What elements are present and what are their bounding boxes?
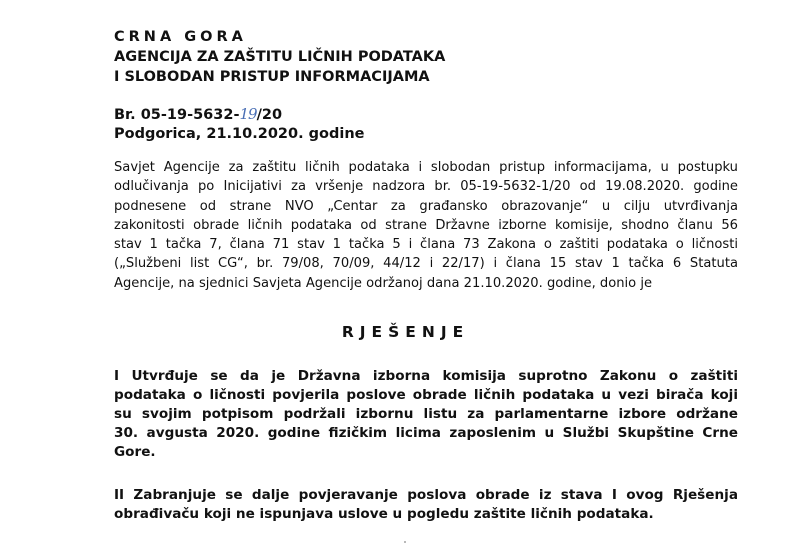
decision-line: I Utvrđuje se da je Državna izborna komisija suprotno Zakonu o zaštiti xyxy=(114,368,738,384)
decision-title: RJEŠENJE xyxy=(341,323,470,341)
decision-line: su svojim potpisom podržali izbornu listu za parlamentarne izbore održane xyxy=(114,406,738,422)
decision-line: podataka o ličnosti povjerila poslove obrade ličnih podataka u vezi birača koji xyxy=(114,387,738,403)
reference-number xyxy=(114,105,365,125)
scan-speck xyxy=(404,541,406,543)
handwritten-number: 19 xyxy=(239,105,257,123)
intro-line: zakonitosti obrade ličnih podataka od strane Državne izborne komisije, shodno članu 56 xyxy=(114,217,738,233)
decision-line: obrađivaču koji ne ispunjava uslove u pogledu zaštite ličnih podataka. xyxy=(114,506,654,522)
document-header xyxy=(114,27,445,87)
decision-line: Gore. xyxy=(114,444,156,460)
document-reference xyxy=(114,105,365,144)
intro-paragraph xyxy=(114,158,738,293)
intro-line: („Službeni list CG“, br. 79/08, 70/09, 44/12 i 22/17) i člana 15 stav 1 tačka 6 Statuta xyxy=(114,256,738,272)
intro-line: Savjet Agencije za zaštitu ličnih podataka i slobodan pristup informacijama, u postupku xyxy=(114,160,738,175)
decision-line: 30. avgusta 2020. godine fizičkim licima zaposlenim u Službi Skupštine Crne xyxy=(114,425,738,441)
agency-name-line-2: I SLOBODAN PRISTUP INFORMACIJAMA xyxy=(114,69,430,85)
intro-line: Agencije, na sjednici Savjeta Agencije održanoj dana 21.10.2020. godine, donio je xyxy=(114,275,653,291)
intro-line: podnesene od strane NVO „Centar za građansko obrazovanje“ u cilju utvrđivanja xyxy=(114,198,738,214)
decision-point-2 xyxy=(114,486,738,524)
place-and-date: Podgorica, 21.10.2020. godine xyxy=(114,126,365,142)
intro-line: odlučivanja po Inicijativi za vršenje nadzora br. 05-19-5632-1/20 od 19.08.2020. godine xyxy=(114,179,738,195)
decision-point-1 xyxy=(114,367,738,462)
agency-name-line-1: AGENCIJA ZA ZAŠTITU LIČNIH PODATAKA xyxy=(114,49,446,65)
intro-line: stav 1 tačka 7, člana 71 stav 1 tačka 5 i člana 73 Zakona o zaštiti podataka o ličnosti xyxy=(114,237,738,253)
reference-number-suffix: /20 xyxy=(256,107,283,123)
decision-line: II Zabranjuje se dalje povjeravanje poslova obrade iz stava I ovog Rješenja xyxy=(114,487,738,503)
country-name: CRNA GORA xyxy=(114,29,247,45)
reference-number-prefix: Br. 05-19-5632- xyxy=(114,107,240,123)
